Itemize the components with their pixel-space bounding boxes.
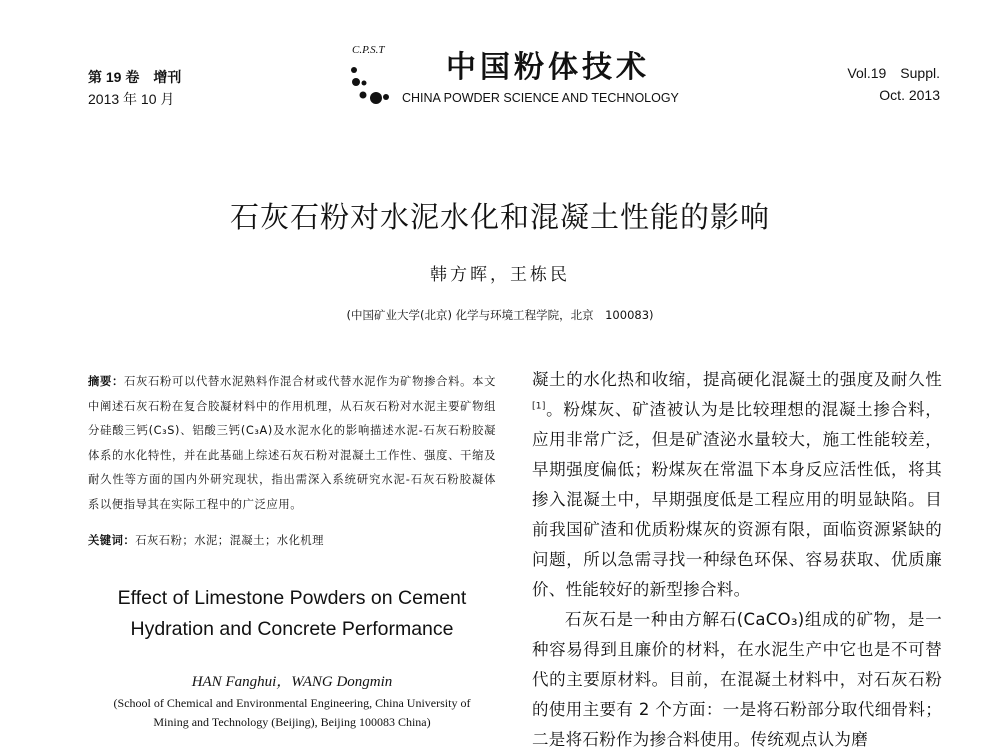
volume-cn: 第 19 卷 增刊 xyxy=(88,69,182,85)
volume-issue-en xyxy=(830,62,940,106)
date-en: Oct. 2013 xyxy=(879,87,940,103)
abstract-label: 摘要： xyxy=(88,375,125,388)
volume-en: Vol.19 Suppl. xyxy=(847,65,940,81)
affiliation-en-line1: (School of Chemical and Environmental Engineering, China University of xyxy=(113,696,471,710)
keywords-text: 石灰石粉；水泥；混凝土；水化机理 xyxy=(135,534,324,547)
keywords-label: 关键词： xyxy=(88,534,136,547)
volume-issue-cn xyxy=(88,66,181,110)
authors-cn: 韩方晖，王栋民 xyxy=(430,265,570,285)
affiliation-cn: (中国矿业大学(北京) 化学与环境工程学院，北京 100083) xyxy=(346,308,654,322)
body-paragraph: 石灰石是一种由方解石(CaCO₃)组成的矿物，是一种容易得到且廉价的材料，在水泥生产中它也是不可替代的主要原材料。目前，在混凝土材料中，对石灰石粉的使用主要有 2 个方面：一是将石粉部分取代细骨料；二是将石粉作为掺合料使用。传统观点认为磨 xyxy=(532,610,942,749)
journal-title-en: CHINA POWDER SCIENCE AND TECHNOLOGY xyxy=(402,91,679,105)
body-paragraph xyxy=(532,365,942,605)
logo-text: C.P.S.T xyxy=(352,44,385,56)
date-cn: 2013 年 10 月 xyxy=(88,91,175,107)
body-p1-a: 凝土的水化热和收缩，提高硬化混凝土的强度及耐久性 xyxy=(532,370,942,389)
body-text xyxy=(532,365,942,755)
title-en-line2: Hydration and Concrete Performance xyxy=(130,618,454,640)
abstract-cn xyxy=(88,370,496,518)
abstract-text: 石灰石粉可以代替水泥熟料作混合材或代替水泥作为矿物掺合料。本文中阐述石灰石粉在复合胶凝材料中的作用机理，从石灰石粉对水泥主要矿物组分硅酸三钙(C₃S)、铝酸三钙(C₃A)及水泥水化的影响描述水泥-石灰石粉胶凝体系的水化特性，并在此基础上综述石灰石粉对混凝土工作性、强度、干缩及耐久性等方面的国内外研究现状，指出需深入系统研究水泥-石灰石粉胶凝体系以便指导其在实际工程中的广泛应用。 xyxy=(88,375,496,511)
title-en-line1: Effect of Limestone Powders on Cement xyxy=(117,587,467,609)
body-p1-b: 。粉煤灰、矿渣被认为是比较理想的混凝土掺合料，应用非常广泛，但是矿渣泌水量较大，施工性能较差，早期强度偏低；粉煤灰在常温下本身反应活性低，将其掺入混凝土中，早期强度低是工程应用的明显缺陷。目前我国矿渣和优质粉煤灰的资源有限，面临资源紧缺的问题，所以急需寻找一种绿色环保、容易获取、优质廉价、性能较好的新型掺合料。 xyxy=(532,400,942,599)
affiliation-en-line2: Mining and Technology (Beijing), Beijing 100083 China) xyxy=(153,715,431,729)
keywords-cn xyxy=(88,532,496,548)
article-title-en xyxy=(88,583,496,645)
citation-ref: [1] xyxy=(532,401,546,412)
authors-en: HAN Fanghui，WANG Dongmin xyxy=(191,674,393,690)
journal-title-cn: 中国粉体技术 xyxy=(446,50,650,85)
affiliation-en xyxy=(88,694,496,732)
journal-masthead xyxy=(328,40,688,110)
article-title-cn: 石灰石粉对水泥水化和混凝土性能的影响 xyxy=(229,200,770,234)
